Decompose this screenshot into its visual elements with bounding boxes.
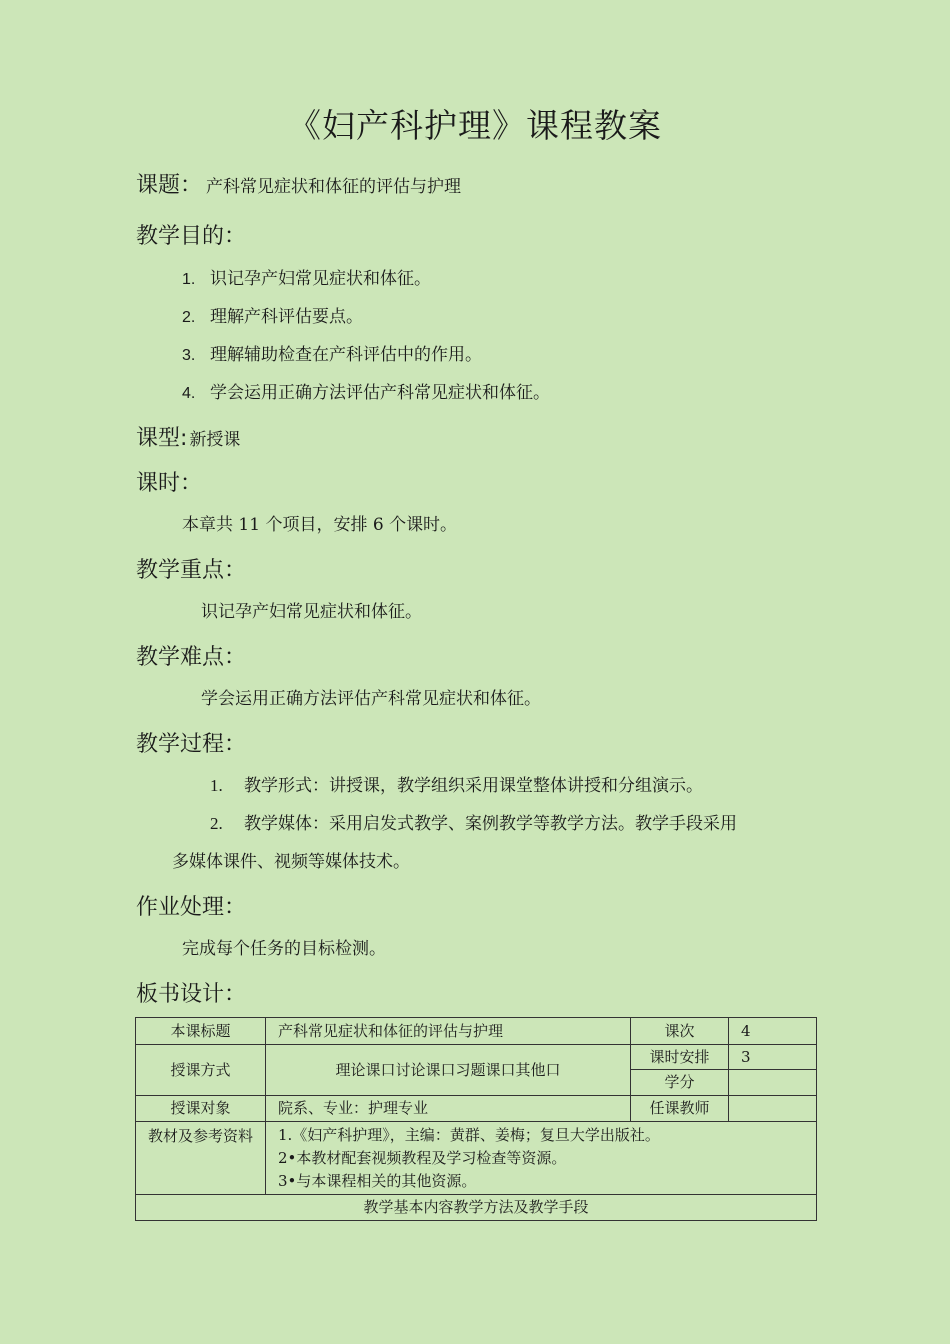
hours-text: 本章共 11 个项目，安排 6 个课时。 [182,515,458,535]
lesson-type-value: 新授课 [189,430,241,450]
materials-label-cell: 教材及参考资料 [136,1122,266,1195]
objective-number: 1. [182,271,196,288]
process-text: 教学媒体：采用启发式教学、案例教学等教学方法。教学手段采用 [244,814,737,834]
board-design-heading: 板书设计： [136,982,247,1007]
table-row [136,1018,817,1045]
objective-text: 理解辅助检查在产科评估中的作用。 [210,345,482,365]
objective-item [182,302,363,327]
topic-line [136,168,461,199]
materials-line: 1.《妇产科护理》，主编：黄群、姜梅；复旦大学出版社。 [278,1126,660,1144]
credit-value-cell [729,1070,817,1096]
process-item [210,809,737,834]
objective-number: 4. [182,385,196,402]
hours-value-cell: 3 [729,1045,817,1070]
process-number: 1. [210,776,223,795]
teacher-label-cell: 任课教师 [631,1096,729,1122]
key-points-heading: 教学重点： [136,558,247,583]
process-heading: 教学过程： [136,732,247,757]
difficulties-text: 学会运用正确方法评估产科常见症状和体征。 [201,689,541,709]
title-value-cell: 产科常见症状和体征的评估与护理 [266,1018,631,1045]
process-item [210,771,703,796]
process-number: 2. [210,814,223,833]
homework-heading: 作业处理： [136,895,247,920]
process-text: 教学形式：讲授课，教学组织采用课堂整体讲授和分组演示。 [244,776,703,796]
topic-label: 课题： [136,173,203,198]
audience-value-cell: 院系、专业：护理专业 [266,1096,631,1122]
objective-number: 3. [182,347,196,364]
credit-label-cell: 学分 [631,1070,729,1096]
teacher-value-cell [729,1096,817,1122]
lesson-type-label: 课型 [136,426,181,451]
title-label-cell: 本课标题 [136,1018,266,1045]
table-row [136,1045,817,1070]
sessions-value-cell: 4 [729,1018,817,1045]
materials-line: 3•与本课程相关的其他资源。 [278,1172,477,1190]
lesson-type-line [136,421,240,452]
objective-number: 2. [182,309,196,326]
hours-heading: 课时： [136,471,203,496]
objective-item [182,340,482,365]
process-continuation: 多媒体课件、视频等媒体技术。 [172,852,410,872]
board-table [135,1017,817,1221]
lesson-type-colon: : [180,426,188,451]
objective-item [182,264,431,289]
objectives-heading: 教学目的： [136,224,247,249]
objective-text: 理解产科评估要点。 [210,307,363,327]
method-value-cell: 理论课口讨论课口习题课口其他口 [266,1045,631,1096]
table-footer-cell: 教学基本内容教学方法及教学手段 [136,1195,817,1221]
materials-line: 2•本教材配套视频教程及学习检查等资源。 [278,1149,567,1167]
document-title: 《妇产科护理》课程教案 [288,106,662,145]
method-label-cell: 授课方式 [136,1045,266,1096]
objective-item [182,378,550,403]
table-row [136,1096,817,1122]
topic-value: 产科常见症状和体征的评估与护理 [206,177,462,197]
homework-text: 完成每个任务的目标检测。 [182,939,386,959]
audience-label-cell: 授课对象 [136,1096,266,1122]
key-points-text: 识记孕产妇常见症状和体征。 [201,602,422,622]
materials-value-cell [266,1122,817,1195]
hours-label-cell: 课时安排 [631,1045,729,1070]
objective-text: 学会运用正确方法评估产科常见症状和体征。 [210,383,550,403]
sessions-label-cell: 课次 [631,1018,729,1045]
table-row [136,1195,817,1221]
difficulties-heading: 教学难点： [136,645,247,670]
table-row [136,1122,817,1195]
objective-text: 识记孕产妇常见症状和体征。 [210,269,431,289]
